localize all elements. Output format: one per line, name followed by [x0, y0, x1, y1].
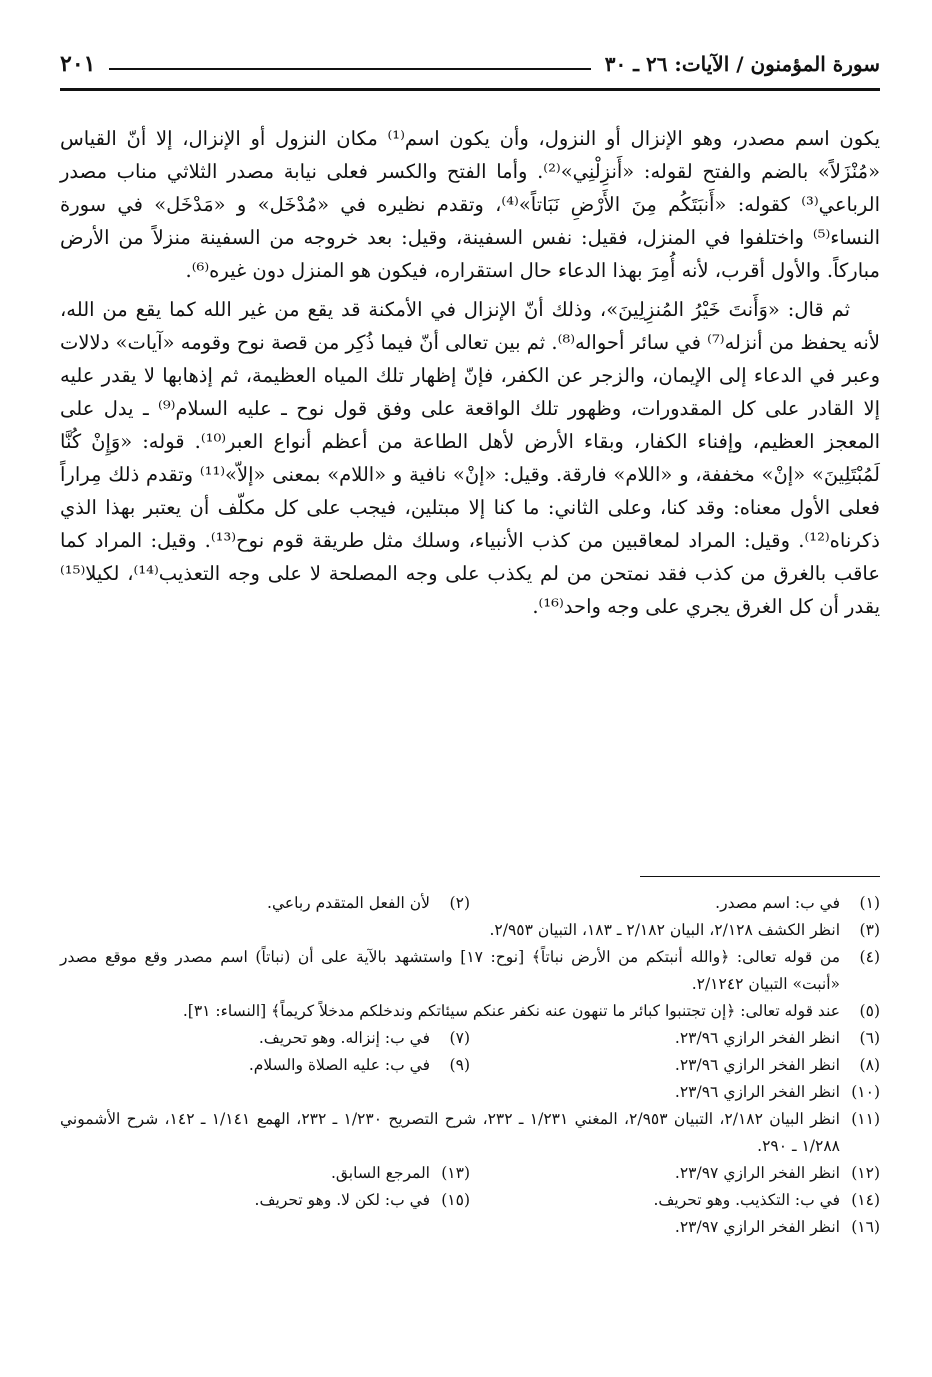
footnote-text: المرجع السابق.: [330, 1164, 430, 1182]
footnote-row: [60, 1079, 880, 1106]
footnote-text: انظر الفخر الرازي ٢٣/٩٦.: [674, 1029, 840, 1047]
footnote-number: (٦): [859, 1029, 880, 1047]
footnote-row: [60, 1106, 880, 1160]
header-rule: [60, 88, 880, 91]
footnote-row: [60, 917, 880, 944]
footnote-row: [60, 1214, 880, 1241]
footnote-number: (١٠): [851, 1083, 880, 1101]
footnote-number: (٢): [449, 894, 470, 912]
footnote-number: (٩): [449, 1056, 470, 1074]
footnote-text: انظر البيان ٢/١٨٢، التبيان ٢/٩٥٣، المغني ١/٢٣١ ـ ٢٣٢، شرح التصريح ١/٢٣٠ ـ ٢٣٢، الهمع ١/١٤١ ـ ١٤٢، شرح الأشموني ١/٢٨٨ ـ ٢٩٠.: [60, 1110, 840, 1155]
footnote-divider: [640, 876, 880, 877]
document-page: [60, 44, 880, 1344]
footnote-row: [60, 944, 880, 998]
footnote-text: في ب: اسم مصدر.: [715, 894, 840, 912]
footnote-row: [60, 890, 880, 917]
footnote-number: (٤): [859, 948, 880, 966]
paragraph: يكون اسم مصدر، وهو الإنزال أو النزول، وأن يكون اسم⁽¹⁾ مكان النزول أو الإنزال، إلا أنّ القياس «مُنْزَلاً» بالضم والفتح لقوله: «أَنزِلْنِي»⁽²⁾. وأما الفتح والكسر فعلى نيابة مصدر الثلاثي مناب مصدر الرباعي⁽³⁾ كقوله: «أَنبَتَكُم مِنَ الأَرْضِ نَبَاتاً»⁽⁴⁾، وتقدم نظيره في «مُدْخَل» و «مَدْخَل» في سورة النساء⁽⁵⁾ واختلفوا في المنزل، فقيل: نفس السفينة، وقيل: بعد خروجه من السفينة منزلاً من الأرض مباركاً. والأول أقرب، لأنه أُمِرَ بهذا الدعاء حال استقراره، فيكون هو المنزل دون غيره⁽⁶⁾.: [60, 127, 881, 282]
footnote-number: (٥): [859, 1002, 880, 1020]
footnote-number: (٣): [859, 921, 880, 939]
footnote-number: (١٤): [851, 1191, 880, 1209]
footnote-text: في ب: التكذيب. وهو تحريف.: [653, 1191, 840, 1209]
footnote-text: من قوله تعالى: ﴿والله أنبتكم من الأرض نباتاً﴾ [نوح: ١٧] واستشهد بالآية على أن (نباتاً) اسم مصدر وقع موقع مصدر «أنبت» التبيان ٢/١٢٤٢.: [60, 948, 841, 993]
footnote-row: [60, 1052, 880, 1079]
footnote-text: انظر الكشف ٢/١٢٨، البيان ٢/١٨٢ ـ ١٨٣، التبيان ٢/٩٥٣.: [489, 921, 840, 939]
footnotes: [60, 890, 880, 1241]
running-title: سورة المؤمنون / الآيات: ٢٦ ـ ٣٠: [604, 52, 880, 76]
footnote-text: لأن الفعل المتقدم رباعي.: [267, 894, 430, 912]
footnote-number: (١١): [851, 1110, 880, 1128]
footnote-number: (١٦): [851, 1218, 880, 1236]
footnote-text: في ب: لكن لا. وهو تحريف.: [254, 1191, 430, 1209]
paragraph: ثم قال: «وَأَنتَ خَيْرُ المُنزِلِينَ»، وذلك أنّ الإنزال في الأمكنة قد يقع من غير الله كما يقع من الله، لأنه يحفظ من أنزله⁽⁷⁾ في سائر أحواله⁽⁸⁾. ثم بين تعالى أنّ فيما ذُكِر من قصة نوح وقومه «آيات» دلالات وعبر في الدعاء إلى الإيمان، والزجر عن الكفر، فإنّ إظهار تلك المياه العظيمة، ثم إذهابها لا يقدر عليه إلا القادر على كل المقدورات، وظهور تلك الواقعة على وفق قول نوح ـ عليه السلام⁽⁹⁾ ـ يدل على المعجز العظيم، وإفناء الكفار، وبقاء الأرض لأهل الطاعة من أعظم أنواع العبر⁽¹⁰⁾. قوله: «وَإِنْ كُنَّا لَمُبْتَلِينَ» «إنْ» مخففة، و «اللام» فارقة. وقيل: «إنْ» نافية و «اللام» بمعنى «إلاّ»⁽¹¹⁾ وتقدم ذلك مِراراً فعلى الأول معناه: وقد كنا، وعلى الثاني: ما كنا إلا مبتلين، فيجب على كل مكلّف أن يعتبر بهذا الذي ذكرناه⁽¹²⁾. وقيل: المراد لمعاقبين من كذب الأنبياء، وسلك مثل طريقة قوم نوح⁽¹³⁾. وقيل: المراد كما عاقب بالغرق من كذب فقد نمتحن من لم يكذب على وجه المصلحة لا على وجه التعذيب⁽¹⁴⁾، لكيلا⁽¹⁵⁾ يقدر أن كل الغرق يجري على وجه واحد⁽¹⁶⁾.: [60, 298, 881, 618]
footnote-text: انظر الفخر الرازي ٢٣/٩٦.: [674, 1083, 840, 1101]
main-text: [60, 122, 880, 623]
footnote-text: في ب: إنزاله. وهو تحريف.: [258, 1029, 430, 1047]
header-divider: [109, 68, 590, 70]
footnote-row: [60, 998, 880, 1025]
footnote-number: (١٢): [851, 1164, 880, 1182]
footnote-text: انظر الفخر الرازي ٢٣/٩٧.: [674, 1218, 840, 1236]
footnote-number: (٧): [449, 1029, 470, 1047]
footnote-number: (١): [859, 894, 880, 912]
page-header: [60, 44, 880, 84]
footnote-number: (١٥): [441, 1191, 470, 1209]
footnote-text: انظر الفخر الرازي ٢٣/٩٧.: [674, 1164, 840, 1182]
footnote-text: انظر الفخر الرازي ٢٣/٩٦.: [674, 1056, 840, 1074]
footnote-number: (١٣): [441, 1164, 470, 1182]
footnote-row: [60, 1160, 880, 1187]
footnote-text: عند قوله تعالى: ﴿إن تجتنبوا كبائر ما تنهون عنه نكفر عنكم سيئاتكم وندخلكم مدخلاً كريماً﴾ [النساء: ٣١].: [182, 1002, 840, 1020]
footnote-row: [60, 1025, 880, 1052]
footnote-number: (٨): [859, 1056, 880, 1074]
footnote-row: [60, 1187, 880, 1214]
page-number: ٢٠١: [60, 51, 96, 77]
footnote-text: في ب: عليه الصلاة والسلام.: [248, 1056, 430, 1074]
